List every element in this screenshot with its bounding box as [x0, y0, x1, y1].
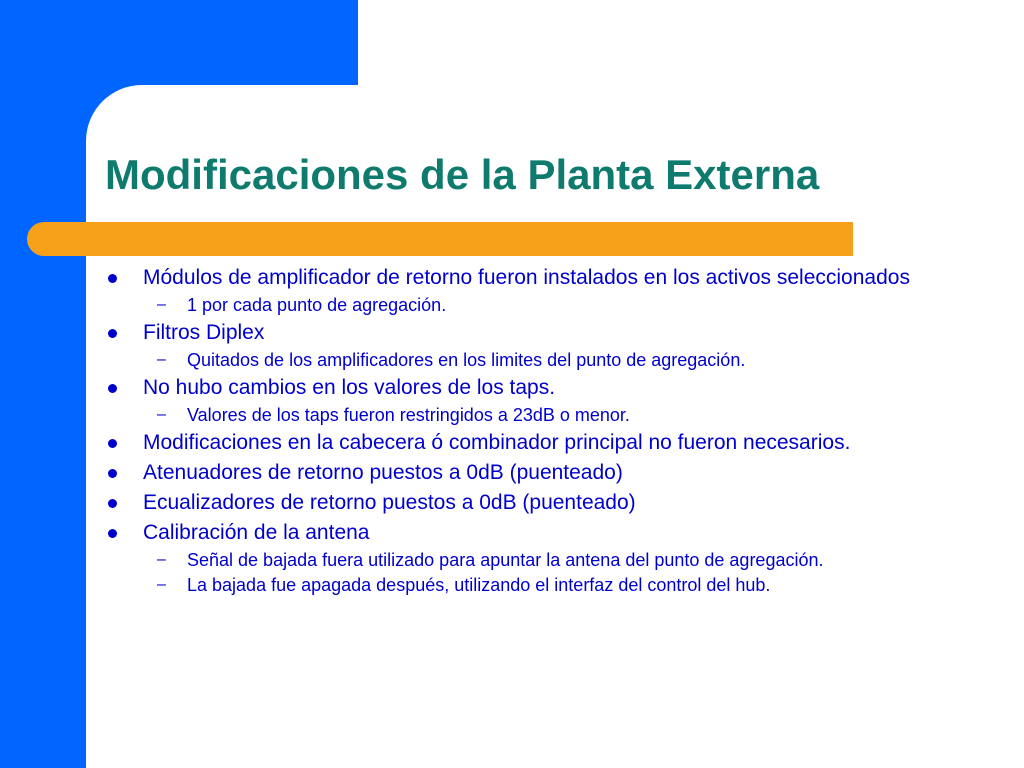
- dash-icon: –: [157, 296, 166, 313]
- bullet-dot-icon: [108, 469, 117, 478]
- sub-bullet-item: [105, 405, 985, 425]
- bullet-item: [105, 521, 985, 545]
- bullet-text: No hubo cambios en los valores de los taps.: [143, 376, 556, 399]
- dash-icon: –: [157, 406, 166, 423]
- sub-bullet-text: La bajada fue apagada después, utilizando el interfaz del control del hub.: [187, 575, 771, 595]
- bullet-text: Ecualizadores de retorno puestos a 0dB (puenteado): [143, 491, 636, 514]
- dash-icon: –: [157, 551, 166, 568]
- bullet-dot-icon: [108, 384, 117, 393]
- bullet-dot-icon: [108, 439, 117, 448]
- dash-icon: –: [157, 351, 166, 368]
- blue-left-strip: [0, 0, 86, 768]
- sub-bullet-item: [105, 550, 985, 570]
- sub-bullet-item: [105, 295, 985, 315]
- sub-bullet-text: Valores de los taps fueron restringidos a 23dB o menor.: [187, 405, 630, 425]
- bullet-item: [105, 266, 985, 290]
- bullet-item: [105, 376, 985, 400]
- orange-divider-bar: [27, 222, 853, 256]
- bullet-dot-icon: [108, 274, 117, 283]
- bullet-item: [105, 491, 985, 515]
- sub-bullet-text: Quitados de los amplificadores en los limites del punto de agregación.: [187, 350, 746, 370]
- dash-icon: –: [157, 576, 166, 593]
- bullet-dot-icon: [108, 529, 117, 538]
- bullet-text: Módulos de amplificador de retorno fueron instalados en los activos seleccionados: [143, 266, 910, 289]
- bullet-item: [105, 321, 985, 345]
- bullet-dot-icon: [108, 499, 117, 508]
- bullet-text: Atenuadores de retorno puestos a 0dB (puenteado): [143, 461, 623, 484]
- sub-bullet-item: [105, 575, 985, 595]
- bullet-dot-icon: [108, 329, 117, 338]
- bullet-text: Filtros Diplex: [143, 321, 265, 344]
- bullet-item: [105, 461, 985, 485]
- bullet-text: Calibración de la antena: [143, 521, 370, 544]
- bullet-list: [105, 266, 985, 595]
- sub-bullet-text: Señal de bajada fuera utilizado para apuntar la antena del punto de agregación.: [187, 550, 824, 570]
- sub-bullet-text: 1 por cada punto de agregación.: [187, 295, 447, 315]
- sub-bullet-item: [105, 350, 985, 370]
- slide-title: Modificaciones de la Planta Externa: [105, 151, 820, 198]
- bullet-item: [105, 431, 985, 455]
- bullet-text: Modificaciones en la cabecera ó combinador principal no fueron necesarios.: [143, 431, 851, 454]
